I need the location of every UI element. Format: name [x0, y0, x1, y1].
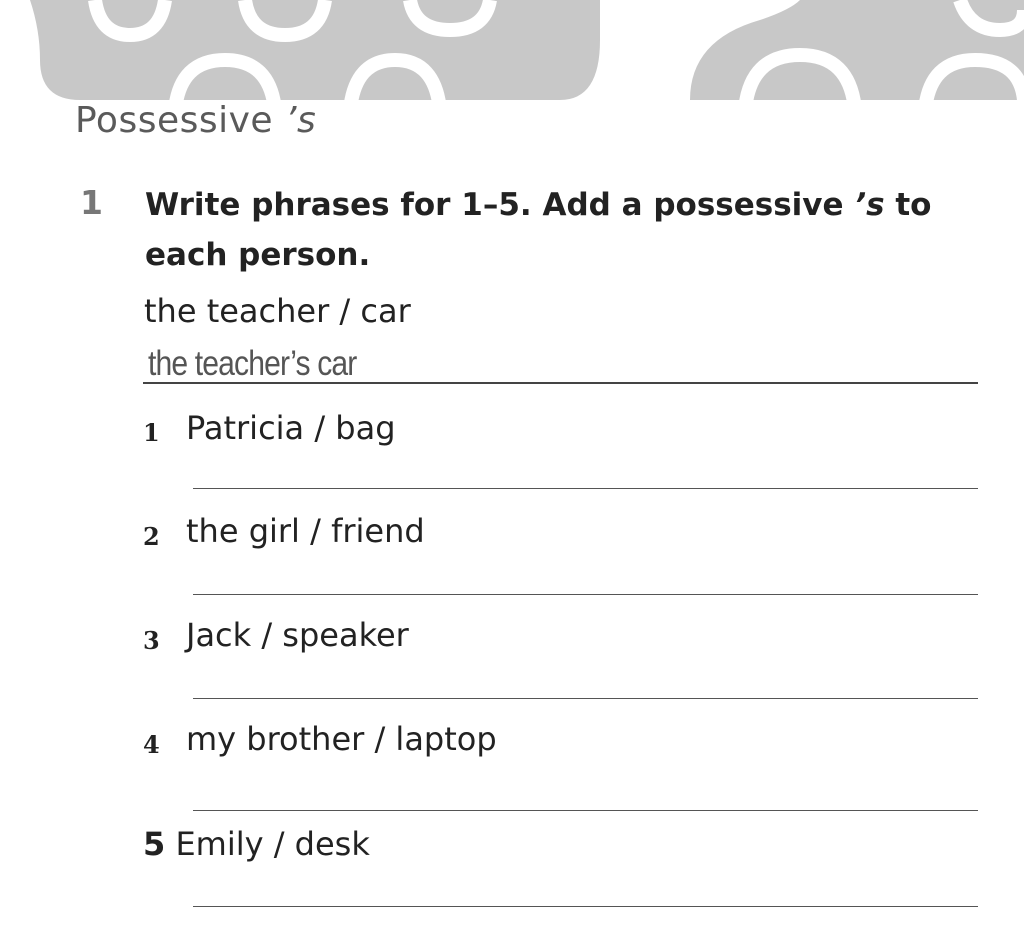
item-prompt: Jack / speaker — [186, 616, 409, 654]
item-prompt: Emily / desk — [175, 825, 370, 863]
answer-line[interactable] — [193, 488, 978, 489]
instruction-text-start: Write phrases for 1–5. Add a possessive — [145, 187, 855, 223]
exercise-instruction — [145, 180, 975, 280]
item-number: 4 — [143, 730, 160, 759]
instruction-possessive: ’s — [854, 187, 885, 223]
answer-line[interactable] — [193, 906, 978, 907]
item-5 — [143, 825, 370, 863]
answer-line[interactable] — [193, 810, 978, 811]
section-title-possessive: ’s — [285, 100, 317, 141]
item-number: 1 — [143, 418, 160, 447]
exercise-number: 1 — [80, 183, 103, 222]
decorative-banner — [0, 0, 1024, 105]
instruction-text-end: to each person. — [145, 187, 932, 273]
item-prompt: my brother / laptop — [186, 720, 497, 758]
section-title-text: Possessive — [75, 100, 286, 141]
item-prompt: the girl / friend — [186, 512, 425, 550]
item-number: 5 — [143, 825, 166, 863]
item-prompt: Patricia / bag — [186, 409, 396, 447]
answer-line[interactable] — [193, 594, 978, 595]
item-number: 2 — [143, 522, 160, 551]
example-answer: the teacher’s car — [148, 344, 357, 383]
section-title — [75, 100, 316, 141]
example-answer-line — [143, 382, 978, 384]
example-prompt: the teacher / car — [144, 292, 411, 330]
answer-line[interactable] — [193, 698, 978, 699]
item-number: 3 — [143, 626, 160, 655]
